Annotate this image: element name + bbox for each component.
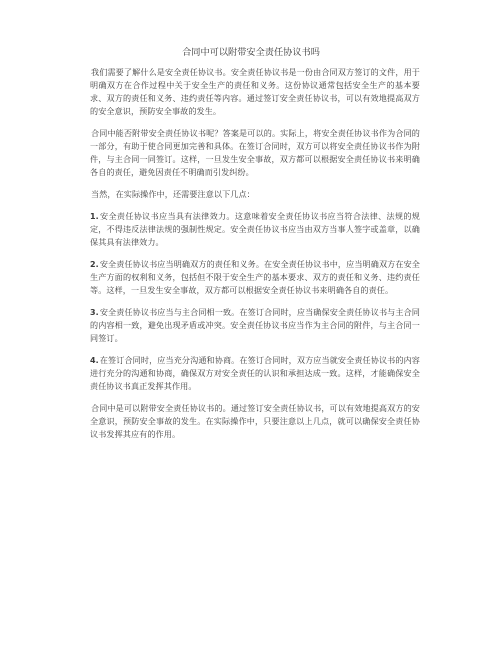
paragraph-text: 安全责任协议书应当与主合同相一致。在签订合同时，应当确保安全责任协议书与主合同的内容相一致，避免出现矛盾或冲突。安全责任协议书应当作为主合同的附件，与主合同一同签订。 [90,307,420,343]
paragraph-text: 安全责任协议书应当具有法律效力。这意味着安全责任协议书应当符合法律、法规的规定，不得违反法律法规的强制性规定。安全责任协议书应当由双方当事人签字或盖章，以确保其具有法律效力。 [90,211,420,247]
document-title: 合同中可以附带安全责任协议书吗 [182,47,320,58]
paragraph-text: 合同中是可以附带安全责任协议书的。通过签订安全责任协议书，可以有效地提高双方的安全意识，预防安全事故的发生。在实际操作中，只要注意以上几点，就可以确保安全责任协议书发挥其应有的作用。 [90,403,420,439]
paragraph-number: 3. [90,308,99,317]
paragraph-text: 当然，在实际操作中，还需要注意以下几点： [91,189,255,199]
paragraph-text: 安全责任协议书应当明确双方的责任和义务。在安全责任协议书中，应当明确双方在安全生产方面的权利和义务，包括但不限于安全生产的基本要求、双方的责任和义务、违约责任等。这样，一旦发生安全事故，双方都可以根据安全责任协议书来明确各自的责任。 [90,259,420,295]
paragraph-number: 1. [90,212,99,221]
paragraph [90,127,420,179]
paragraph [90,306,420,345]
paragraph-text: 我们需要了解什么是安全责任协议书。安全责任协议书是一份由合同双方签订的文件，用于明确双方在合作过程中关于安全生产的责任和义务。这份协议通常包括安全生产的基本要求、双方的责任和义务、违约责任等内容。通过签订安全责任协议书，可以有效地提高双方的安全意识，预防安全事故的发生。 [90,67,420,116]
paragraph-number: 4. [90,356,99,365]
paragraph [90,354,420,393]
paragraph [90,210,420,249]
paragraph [90,66,420,118]
paragraph [90,188,420,201]
paragraph [90,402,420,441]
document-body [90,66,420,450]
paragraph [90,258,420,297]
paragraph-number: 2. [90,260,99,269]
paragraph-text: 合同中能否附带安全责任协议书呢？答案是可以的。实际上，将安全责任协议书作为合同的一部分，有助于使合同更加完善和具体。在签订合同时，双方可以将安全责任协议书作为附件，与主合同一同签订。这样，一旦发生安全事故，双方都可以根据安全责任协议书来明确各自的责任，避免因责任不明确而引发纠纷。 [90,128,420,177]
paragraph-text: 在签订合同时，应当充分沟通和协商。在签订合同时，双方应当就安全责任协议书的内容进行充分的沟通和协商，确保双方对安全责任的认识和承担达成一致。这样，才能确保安全责任协议书真正发挥其作用。 [90,355,420,391]
